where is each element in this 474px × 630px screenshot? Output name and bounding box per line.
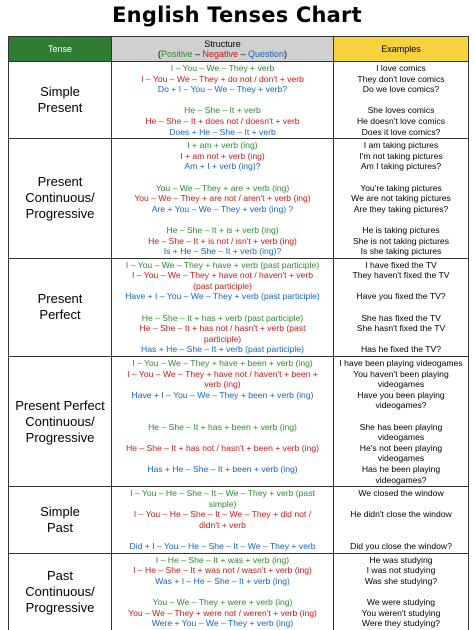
example-line: I was not studying bbox=[366, 565, 436, 576]
tenses-table bbox=[8, 36, 469, 630]
example-line: He didn't close the window bbox=[350, 509, 452, 520]
structure-line: participle) bbox=[203, 333, 242, 344]
tense-name-line: Continuous/ bbox=[25, 413, 95, 429]
examples-cell bbox=[334, 139, 469, 259]
examples-cell bbox=[334, 258, 469, 356]
structure-line: You – We – They + are + verb (ing) bbox=[155, 182, 290, 193]
example-line: He is taking pictures bbox=[362, 224, 440, 235]
structure-line: I – You – He – She – It – We – They + did not / bbox=[133, 509, 312, 520]
structure-line: Was + I – He – She – It + verb (ing) bbox=[155, 575, 290, 586]
example-line bbox=[336, 214, 466, 225]
tense-cell bbox=[9, 487, 112, 554]
example-line: They don't love comics bbox=[357, 73, 445, 84]
example-line bbox=[336, 411, 466, 422]
header-structure-legend: (Positive – Negative – Question) bbox=[157, 49, 288, 59]
example-line: Did you close the window? bbox=[350, 541, 452, 552]
structure-line: He – She – It + has not / hasn't + verb (past bbox=[139, 323, 306, 334]
structure-line: I – You – We – They + have not / haven't + been + bbox=[127, 368, 318, 379]
table-row bbox=[9, 357, 469, 487]
structure-line: I + am not + verb (ing) bbox=[180, 150, 265, 161]
example-line: He doesn't love comics bbox=[356, 115, 446, 126]
example-line bbox=[336, 172, 466, 183]
tense-name-line: Progressive bbox=[25, 599, 95, 615]
example-line: Do we love comics? bbox=[362, 84, 440, 95]
structure-line bbox=[114, 302, 331, 313]
tense-name-line: Present bbox=[37, 291, 83, 307]
example-line: Were they studying? bbox=[361, 618, 441, 629]
example-line: We closed the window bbox=[358, 488, 444, 499]
tense-cell bbox=[9, 553, 112, 630]
structure-cell bbox=[112, 553, 334, 630]
structure-line bbox=[114, 95, 331, 106]
example-line: Are they taking pictures? bbox=[353, 203, 449, 214]
tense-cell bbox=[9, 357, 112, 487]
structure-line: He – She – It + is not / isn't + verb (ing) bbox=[148, 235, 297, 246]
tense-name-line: Continuous/ bbox=[25, 583, 95, 599]
legend-question: Question bbox=[248, 49, 285, 59]
examples-cell bbox=[334, 62, 469, 139]
example-line: You're taking pictures bbox=[360, 182, 442, 193]
example-line bbox=[336, 95, 466, 106]
structure-line: didn't + verb bbox=[199, 519, 246, 530]
structure-line: I – You – We – They + have + verb (past participle) bbox=[125, 259, 320, 270]
tense-name-line: Simple bbox=[40, 84, 80, 100]
tense-name-line: Present bbox=[37, 174, 83, 190]
structure-line: He – She – It + has + verb (past participle) bbox=[141, 312, 304, 323]
example-line: He was studying bbox=[369, 554, 433, 565]
header-tense: Tense bbox=[9, 37, 112, 62]
structure-line: Is + He – She – It + verb (ing)? bbox=[163, 246, 282, 257]
structure-line: He – She – It + is + verb (ing) bbox=[166, 224, 279, 235]
structure-line: Has + He – She – It + verb (past participle) bbox=[141, 344, 304, 355]
structure-line: Am + I + verb (ing)? bbox=[184, 161, 261, 172]
tense-cell bbox=[9, 258, 112, 356]
example-line: Have you fixed the TV? bbox=[356, 291, 446, 302]
structure-line: He – She – It + verb bbox=[184, 105, 261, 116]
tense-cell bbox=[9, 62, 112, 139]
structure-line: I – He – She – It + was + verb (ing) bbox=[155, 554, 290, 565]
structure-line bbox=[114, 411, 331, 422]
examples-cell bbox=[334, 487, 469, 554]
tense-name-line: Present Perfect bbox=[15, 397, 105, 413]
structure-line bbox=[114, 172, 331, 183]
example-line: Has he fixed the TV? bbox=[360, 344, 442, 355]
structure-line: I + am + verb (ing) bbox=[187, 140, 258, 151]
example-line bbox=[336, 302, 466, 313]
example-line: I am taking pictures bbox=[363, 140, 439, 151]
example-line: Has he been playing bbox=[361, 463, 441, 474]
structure-line: (past participle) bbox=[193, 280, 252, 291]
example-line bbox=[336, 520, 466, 531]
header-examples: Examples bbox=[334, 37, 469, 62]
header-structure-label: Structure bbox=[204, 39, 241, 49]
example-line: videogames bbox=[377, 379, 425, 390]
tense-name-line: Past bbox=[46, 519, 73, 535]
tense-name-line: Past bbox=[46, 567, 73, 583]
tense-name-line: Progressive bbox=[25, 429, 95, 445]
tense-name-line: Continuous/ bbox=[25, 190, 95, 206]
structure-line: Did + I – You – He – She – It – We – They + verb bbox=[129, 541, 316, 552]
examples-cell bbox=[334, 553, 469, 630]
structure-line: You – We – They + were + verb (ing) bbox=[152, 597, 293, 608]
structure-line: Have + I – You – We – They + been + verb (ing) bbox=[131, 389, 314, 400]
structure-cell bbox=[112, 258, 334, 356]
structure-line: He – She – It + has + been + verb (ing) bbox=[148, 421, 297, 432]
structure-line: I – He – She – It + was not / wasn't + verb (ing) bbox=[133, 565, 312, 576]
example-line: I love comics bbox=[376, 63, 426, 73]
example-line: You haven't been playing bbox=[353, 368, 449, 379]
structure-line bbox=[114, 453, 331, 464]
structure-line bbox=[114, 214, 331, 225]
structure-line: Were + You – We – They + verb (ing) bbox=[151, 618, 294, 629]
table-row bbox=[9, 139, 469, 259]
structure-line: Does + He – She – It + verb bbox=[169, 126, 276, 137]
example-line: She has fixed the TV bbox=[361, 312, 441, 323]
tense-name-line: Progressive bbox=[25, 206, 95, 222]
example-line bbox=[336, 281, 466, 292]
example-line: They haven't fixed the TV bbox=[352, 270, 450, 281]
structure-line bbox=[114, 587, 331, 598]
example-line: She is not taking pictures bbox=[352, 235, 450, 246]
table-row bbox=[9, 553, 469, 630]
structure-line: You – We – They + are not / aren't + verb (ing) bbox=[134, 193, 311, 204]
example-line: Does it love comics? bbox=[361, 126, 441, 137]
structure-line: He – She – It + has not / hasn't + been + verb (ing) bbox=[126, 442, 319, 453]
example-line: I'm not taking pictures bbox=[359, 150, 443, 161]
structure-line: verb (ing) bbox=[204, 379, 241, 390]
tense-name-line: Present bbox=[37, 100, 83, 116]
example-line: We were studying bbox=[366, 597, 436, 608]
structure-line bbox=[114, 400, 331, 411]
structure-line: Are + You – We – They + verb (ing) ? bbox=[151, 203, 294, 214]
example-line: She hasn't fixed the TV bbox=[356, 323, 446, 334]
example-line: videogames? bbox=[375, 400, 427, 411]
chart-title: English Tenses Chart bbox=[112, 3, 362, 27]
example-line: I have fixed the TV bbox=[365, 259, 437, 270]
legend-negative: Negative bbox=[202, 49, 238, 59]
example-line: Was she studying? bbox=[364, 575, 438, 586]
structure-line: He – She – It + does not / doesn't + verb bbox=[145, 115, 300, 126]
tense-name-line: Perfect bbox=[39, 307, 81, 323]
example-line: I have been playing videogames bbox=[339, 358, 463, 369]
structure-line: I – You – We – They + verb bbox=[170, 63, 275, 73]
example-line: videogames? bbox=[375, 474, 427, 485]
structure-cell bbox=[112, 139, 334, 259]
example-line: Is she taking pictures bbox=[360, 246, 442, 257]
structure-cell bbox=[112, 487, 334, 554]
header-row bbox=[9, 37, 469, 62]
structure-line: simple) bbox=[208, 498, 237, 509]
example-line: We are not taking pictures bbox=[351, 193, 451, 204]
structure-line: I – You – We – They + have not / haven't + verb bbox=[132, 270, 313, 281]
structure-cell bbox=[112, 357, 334, 487]
tense-name-line: Simple bbox=[40, 503, 80, 519]
structure-line bbox=[114, 432, 331, 443]
table-row bbox=[9, 258, 469, 356]
structure-line: I – You – He – She – It – We – They + verb (past bbox=[130, 488, 315, 499]
example-line bbox=[336, 587, 466, 598]
structure-line: Do + I – You – We – They + verb? bbox=[157, 84, 288, 95]
table-row bbox=[9, 487, 469, 554]
example-line bbox=[336, 531, 466, 542]
structure-line: I – You – We – They + do not / don't + verb bbox=[141, 73, 304, 84]
example-line: She has been playing bbox=[359, 421, 443, 432]
structure-line: Have + I – You – We – They + verb (past participle) bbox=[125, 291, 320, 302]
structure-line: You – We – They + were not / weren't + verb (ing) bbox=[128, 607, 317, 618]
structure-line: I – You – We – They + have + been + verb (ing) bbox=[132, 358, 313, 369]
structure-cell bbox=[112, 62, 334, 139]
example-line: She loves comics bbox=[367, 105, 435, 116]
legend-positive: Positive bbox=[160, 49, 193, 59]
examples-cell bbox=[334, 357, 469, 487]
example-line: Am I taking pictures? bbox=[360, 161, 442, 172]
example-line: You weren't studying bbox=[361, 607, 441, 618]
structure-line: Has + He – She – It + been + verb (ing) bbox=[147, 463, 298, 474]
example-line bbox=[336, 334, 466, 345]
example-line: videogames bbox=[377, 453, 425, 464]
example-line: He's not been playing bbox=[359, 442, 443, 453]
header-structure bbox=[112, 37, 334, 62]
table-body bbox=[9, 62, 469, 630]
example-line bbox=[336, 499, 466, 510]
table-row bbox=[9, 62, 469, 139]
structure-line bbox=[114, 531, 331, 542]
tense-cell bbox=[9, 139, 112, 259]
example-line: videogames bbox=[377, 432, 425, 443]
example-line: Have you been playing bbox=[357, 389, 445, 400]
